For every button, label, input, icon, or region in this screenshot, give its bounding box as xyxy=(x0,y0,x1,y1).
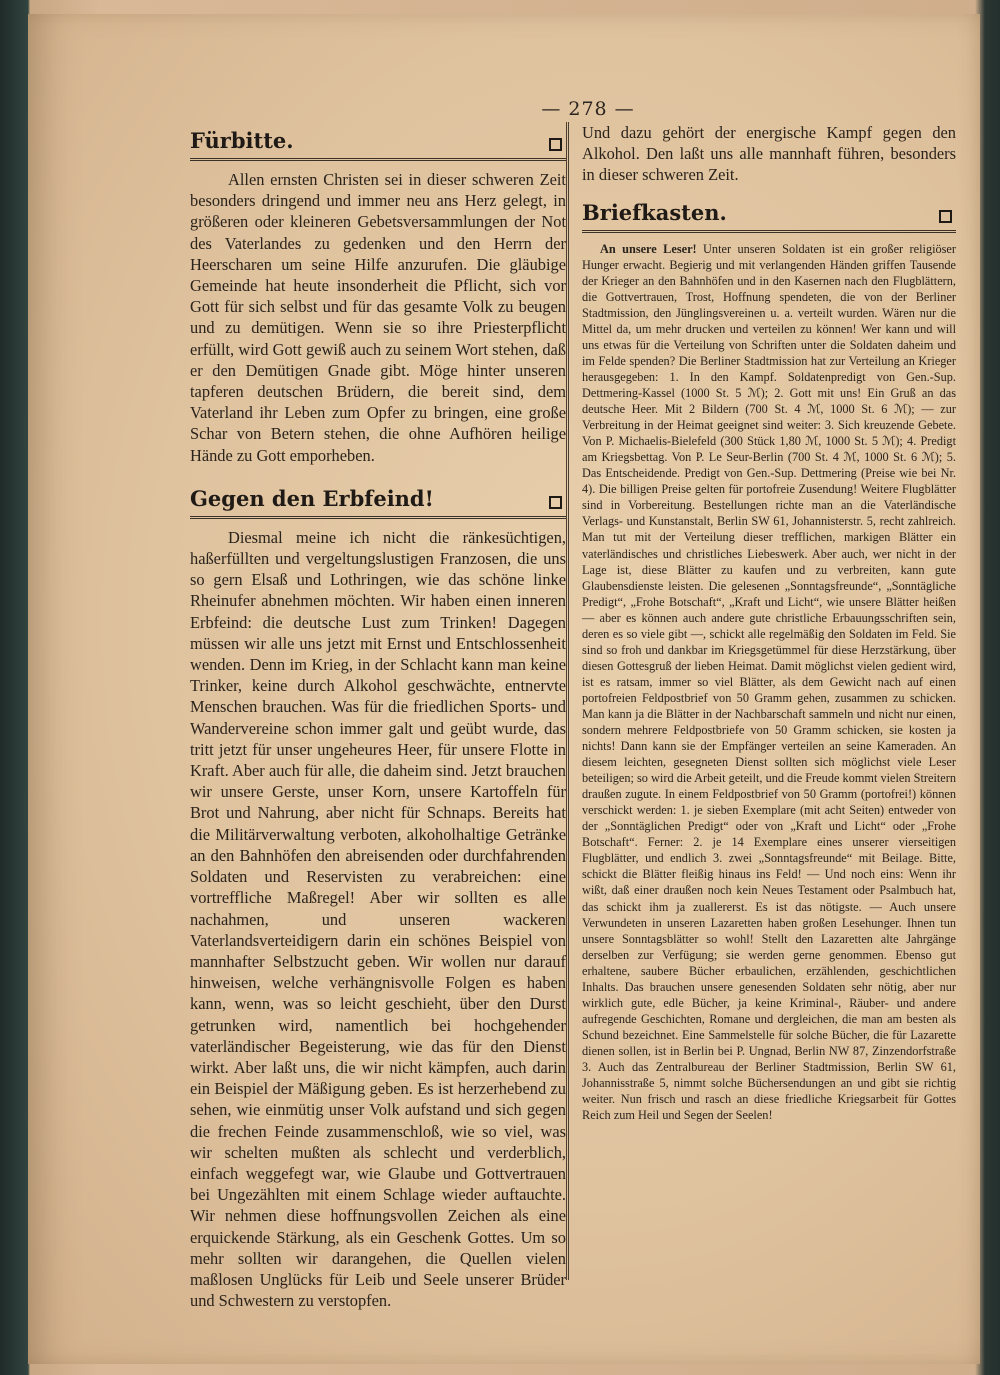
section-title: Gegen den Erbfeind! xyxy=(190,485,434,511)
section-header-erbfeind xyxy=(190,480,566,519)
section-header-fuerbitte xyxy=(190,122,566,161)
section-header-briefkasten xyxy=(582,194,956,233)
letter-body: Unter unseren Soldaten ist ein großer religiöser Hunger erwacht. Begierig und mit verlangenden Händen griffen Tausende der Krieger an den Bahnhöfen und in den Kasernen nach den Flugblättern, die Gottvertrauen, Trost, Hoffnung spendeten, die von der Berliner Stadtmission, den Jünglingsvereinen u. a. verteilt wurden. Wären nur die Mittel da, um mehr drucken und verteilen zu können! Wer kann und will uns etwas für die Verteilung von Schriften unter die Soldaten daheim und im Felde spenden? Die Berliner Stadtmission hat zur Verteilung an Krieger herausgegeben: 1. In den Kampf. Soldatenpredigt von Gen.-Sup. Dettmering-Kassel (1000 St. 5 ℳ); 2. Gott mit uns! Ein Gruß an das deutsche Heer. Mit 2 Bildern (700 St. 4 ℳ, 1000 St. 6 ℳ); — zur Verbreitung in der Heimat geeignet sind weiter: 3. Sich kreuzende Gebete. Von P. Michaelis-Bielefeld (300 Stück 1,80 ℳ, 1000 St. 5 ℳ); 4. Predigt am Kriegsbettag. Von P. Le Seur-Berlin (700 St. 4 ℳ, 1000 St. 6 ℳ); 5. Das Entscheidende. Predigt von Gen.-Sup. Dettmering (Preise wie bei Nr. 4). Die billigen Preise gelten für portofreie Zusendung! Weitere Flugblätter sind in Vorbereitung. Bestellungen richte man an die Vaterländische Verlags- und Kunstanstalt, Berlin SW 61, Johannisterstr. 5, recht zahlreich. Man tut mit der Verteilung dieser trefflichen, markigen Blätter ein vaterländisches und christliches Liebeswerk. Aber auch, wer nicht in der Lage ist, diese Blätter zu kaufen und zu verbreiten, kann gute Glaubensdienste leisten. Die gelesenen „Sonntagsfreunde“, „Sonntägliche Predigt“, „Frohe Botschaft“, „Kraft und Licht“, wie unsere Blätter heißen — aber es können auch andere gute christliche Erbauungsschriften sein, deren es so viele gibt —, schickt alle regelmäßig den Soldaten im Feld. Sie sind so froh und dankbar im Kriegsgetümmel für diese Herzstärkung, über diesen Gottesgruß der lieben Heimat. Damit möglichst vielen gedient wird, ist es ratsam, immer so viel Blätter, als dem Gewicht nach auf einen portofreien Feldpostbrief von 50 Gramm gehen, zusammen zu schicken. Man kann ja die Blätter in der Nachbarschaft sammeln und nicht nur einen, sondern mehrere Feldpostbriefe von 50 Gramm schicken, sie kosten ja nichts! Dann kann sie der Empfänger verteilen an seine Kameraden. An diesem leichten, gesegneten Dienst sollten sich möglichst viele Leser beteiligen; so wird die Arbeit geteilt, und die Freude kommt vielen Streitern draußen zugute. In einem Feldpostbrief von 50 Gramm (portofrei!) können verschickt werden: 1. je sieben Exemplare (mit acht Seiten) entweder von der „Sonntäglichen Predigt“ oder von „Kraft und Licht“ oder „Frohe Botschaft“. Ferner: 2. je 14 Exemplare eines unserer vierseitigen Flugblätter, und endlich 3. zwei „Sonntagsfreunde“ mit Beilage. Bitte, schickt die Blätter fleißig hinaus ins Feld! — Und noch eins: Wenn ihr wißt, daß einer draußen noch kein Neues Testament oder Psalmbuch hat, das schickt ihm ja zuallererst. Es ist das nötigste. — Auch unsere Verwundeten in unseren Lazaretten haben großen Lesehunger. Ihnen tun unsere Sonntagsblätter so wohl! Stellt den Lazaretten alte Jahrgänge derselben zur Verfügung; sie werden gerne genommen. Ebenso gut erhaltene, saubere Bücher erbaulichen, erzählenden, geschichtlichen Inhalts. Das brauchen unsere genesenden Soldaten sehr nötig, aber nur wirklich gute, edle Bücher, ja keine Kriminal-, Räuber- und andere aufregende Geschichten, Romane und dergleichen, die man am besten als Schund bezeichnet. Eine Sammelstelle für solche Bücher, die für Lazarette dienen sollen, ist in Berlin bei P. Ungnad, Berlin NW 87, Zinzendorfstraße 3. Auch das Zentralbureau der Berliner Stadtmission, Berlin SW 61, Johannisstraße 5, nimmt solche Büchersendungen an und gibt sie richtig weiter. Nun frisch und rasch an diese friedliche Kriegsarbeit für Gottes Reich zum Heil und Segen der Seelen! xyxy=(582,241,956,1123)
continuation-text: Und dazu gehört der energische Kampf gegen den Alkohol. Den laßt uns alle mannhaft führen, besonders in dieser schweren Zeit. xyxy=(582,123,956,185)
square-ornament-icon xyxy=(549,138,562,151)
section-title: Briefkasten. xyxy=(582,199,727,225)
section-title: Fürbitte. xyxy=(190,128,294,153)
section-text-briefkasten xyxy=(582,241,956,1124)
square-ornament-icon xyxy=(939,210,952,223)
section-text-erbfeind: Diesmal meine ich nicht die ränkesüchtigen, haßerfüllten und vergeltungslustigen Franzosen, die uns so gern Elsaß und Lothringen, wie das schöne linke Rheinufer abnehmen möchten. Wir haben einen inneren Erbfeind: die deutsche Lust zum Trinken! Dagegen müssen wir alle uns jetzt mit Ernst und Entschlossenheit wenden. Denn im Krieg, in der Schlacht kann man keine Trinker, keine durch Alkohol geschwächte, entnervte Menschen brauchen. Was für die friedlichen Sports- und Wandervereine schon immer galt und geübt wurde, das tritt jetzt für unser ungeheures Heer, für unsere Flotte in Kraft. Aber auch für alle, die daheim sind. Jetzt brauchen wir unsere Gerste, unser Korn, unsere Kartoffeln für Brot und Nahrung, aber nicht für Schnaps. Bereits hat die Militärverwaltung verboten, alkoholhaltige Getränke an den Bahnhöfen den abreisenden oder durchfahrenden Soldaten und Reservisten zu verabreichen: eine vortreffliche Maßregel! Aber wir sollten es alle nachahmen, und unseren wackeren Vaterlandsverteidigern darin ein schönes Beispiel von mannhafter Selbstzucht geben. Wir wollen nur darauf hinweisen, welche verhängnisvolle Folgen es haben kann, wenn, was so leicht geschieht, über den Durst getrunken wird, namentlich bei hochgehender vaterländischer Begeisterung, wie das für den Dienst wirkt. Aber laßt uns, die wir nicht kämpfen, auch darin ein Beispiel der Mäßigung geben. Es ist herzerhebend zu sehen, wie einmütig unser Volk aufstand und sich gegen die frechen Feinde zusammenschloß, wie so viel, was wir schelten mußten als schlecht und verderblich, einfach weggefegt war, wie Glaube und Gottvertrauen bei Ungezählten mit einem Schlage wieder auftauchte. Wir nehmen diese hoffnungsvollen Zeichen als eine erquickende Stärkung, als ein Geschenk Gottes. Um so mehr sollten wir darangehen, die Quellen vielen maßlosen Unglücks für Leib und Seele unserer Brüder und Schwestern zu verstopfen. xyxy=(190,527,566,1311)
square-ornament-icon xyxy=(549,496,562,509)
lead-heading: An unsere Leser! xyxy=(600,241,697,256)
section-text-fuerbitte: Allen ernsten Christen sei in dieser schweren Zeit besonders dringend und immer neu ans Herz gelegt, in größeren oder kleineren Gebetsversammlungen der Not des Vaterlandes zu gedenken und den Herrn der Heerscharen um seine Hilfe anzurufen. Die gläubige Gemeinde hat heute insonderheit die Pflicht, sich vor Gott für sich selbst und für das gesamte Volk zu beugen und zu demütigen. Wenn sie so ihre Priesterpflicht erfüllt, wird Gott gewiß auch zu seinem Wort stehen, daß er den Demütigen Gnade gibt. Möge hinter unseren tapferen deutschen Brüdern, die bereit sind, dem Vaterland ihr Leben zum Opfer zu bringen, eine große Schar von Betern stehen, die ohne Aufhören heilige Hände zu Gott emporheben. xyxy=(190,170,566,465)
page-number: — 278 — xyxy=(541,98,635,120)
left-column xyxy=(190,122,569,1311)
right-column xyxy=(582,122,956,1280)
